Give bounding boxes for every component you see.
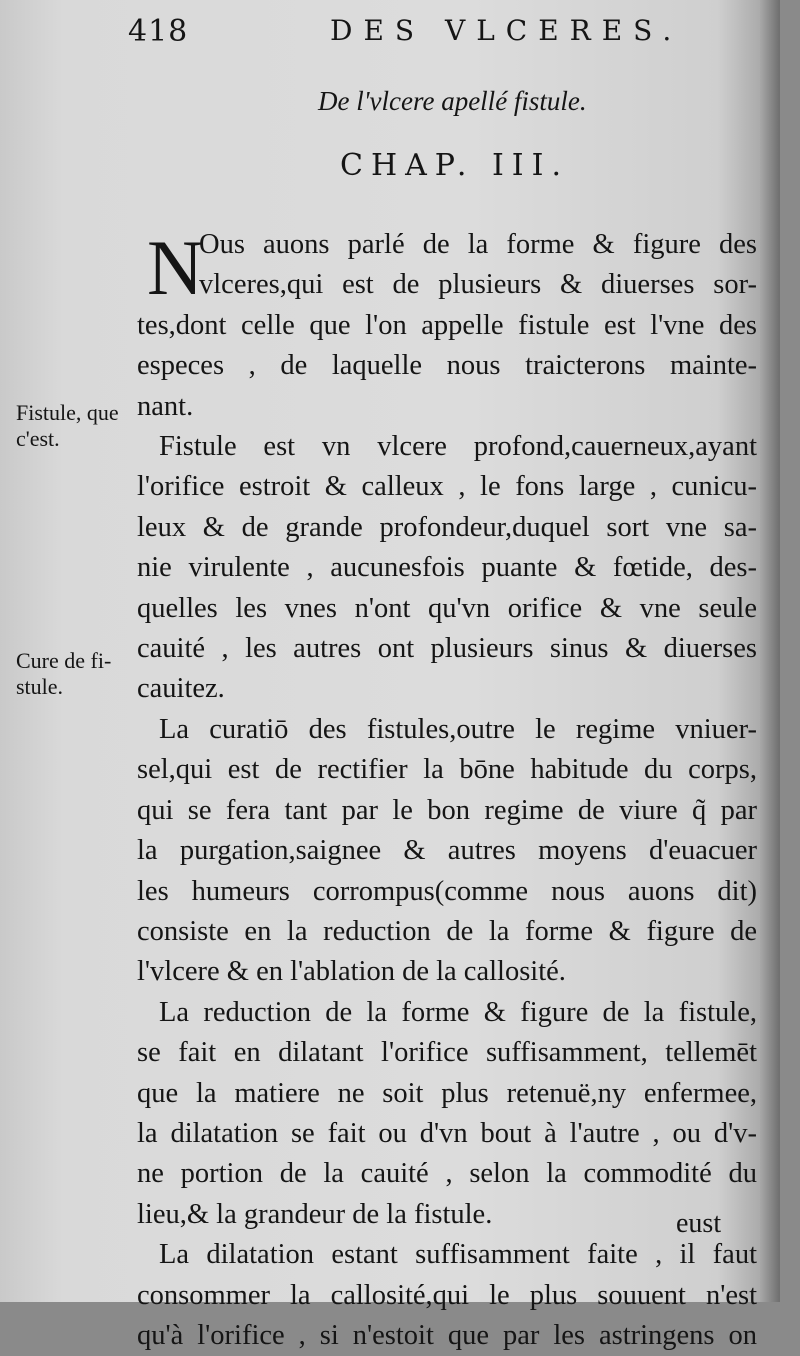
text-line: nie virulente , aucunesfois puante & fœtide, des- (137, 552, 757, 584)
text-line: nant. (137, 390, 194, 422)
paragraph-2 (137, 427, 757, 710)
text-line: cauitez. (137, 673, 225, 705)
text-line: l'orifice estroit & calleux , le fons large , cunicu- (137, 471, 757, 503)
text-line: leux & de grande profondeur,duquel sort vne sa- (137, 511, 757, 543)
text-line: consiste en la reduction de la forme & figure de (137, 915, 757, 947)
text-line: lieu,& la grandeur de la fistule. (137, 1198, 493, 1230)
text-line: qui se fera tant par le bon regime de viure q̃ par (137, 794, 757, 826)
text-line: especes , de laquelle nous traicterons mainte- (137, 350, 757, 382)
text-line: sel,qui est de rectifier la bōne habitude du corps, (137, 754, 757, 786)
margin-note-fistule: Fistule, que c'est. (16, 400, 119, 451)
paragraph-4 (137, 993, 757, 1235)
text-line: La reduction de la forme & figure de la fistule, (159, 996, 757, 1028)
catchword: eust (676, 1208, 722, 1239)
text-line: La dilatation estant suffisamment faite , il faut (159, 1239, 757, 1271)
text-line: Ous auons parlé de la forme & figure des (199, 229, 757, 260)
page-number: 418 (128, 14, 189, 49)
text-line: les humeurs corrompus(comme nous auons dit) (137, 875, 757, 907)
text-line: tes,dont celle que l'on appelle fistule est l'vne des (137, 309, 757, 341)
paragraph-3 (137, 710, 757, 993)
text-line: vlceres,qui est de plusieurs & diuerses sor- (199, 269, 757, 301)
text-line: quelles les vnes n'ont qu'vn orifice & vne seule (137, 592, 757, 624)
paragraph-1 (137, 225, 757, 427)
text-line: ne portion de la cauité , selon la commodité du (137, 1158, 757, 1190)
section-subtitle: De l'vlcere apellé fistule. (318, 86, 587, 116)
text-line: consommer la callosité,qui le plus souuent n'est (137, 1279, 757, 1311)
text-line: Fistule est vn vlcere profond,cauerneux,ayant (159, 431, 757, 463)
text-line: que la matiere ne soit plus retenuë,ny enfermee, (137, 1077, 757, 1109)
text-line: la purgation,saignee & autres moyens d'euacuer (137, 835, 757, 867)
text-line: se fait en dilatant l'orifice suffisamment, tellemēt (137, 1037, 757, 1069)
text-line: l'vlcere & en l'ablation de la callosité. (137, 956, 566, 988)
text-line: qu'à l'orifice , si n'estoit que par les astringens on (137, 1319, 757, 1351)
text-line: la dilatation se fait ou d'vn bout à l'autre , ou d'v- (137, 1117, 757, 1149)
paragraph-5 (137, 1235, 757, 1356)
text-line: cauité , les autres ont plusieurs sinus & diuerses (137, 633, 757, 665)
page-header (0, 14, 780, 58)
margin-note-cure: Cure de fi-stule. (16, 648, 112, 699)
chapter-heading: CHAP. III. (340, 148, 570, 183)
running-head: DES VLCERES. (330, 14, 683, 47)
page-edge-shadow (760, 0, 780, 1302)
drop-cap: N (147, 224, 204, 311)
body-text (137, 225, 757, 1356)
text-line: La curatiō des fistules,outre le regime vniuer- (159, 713, 757, 745)
